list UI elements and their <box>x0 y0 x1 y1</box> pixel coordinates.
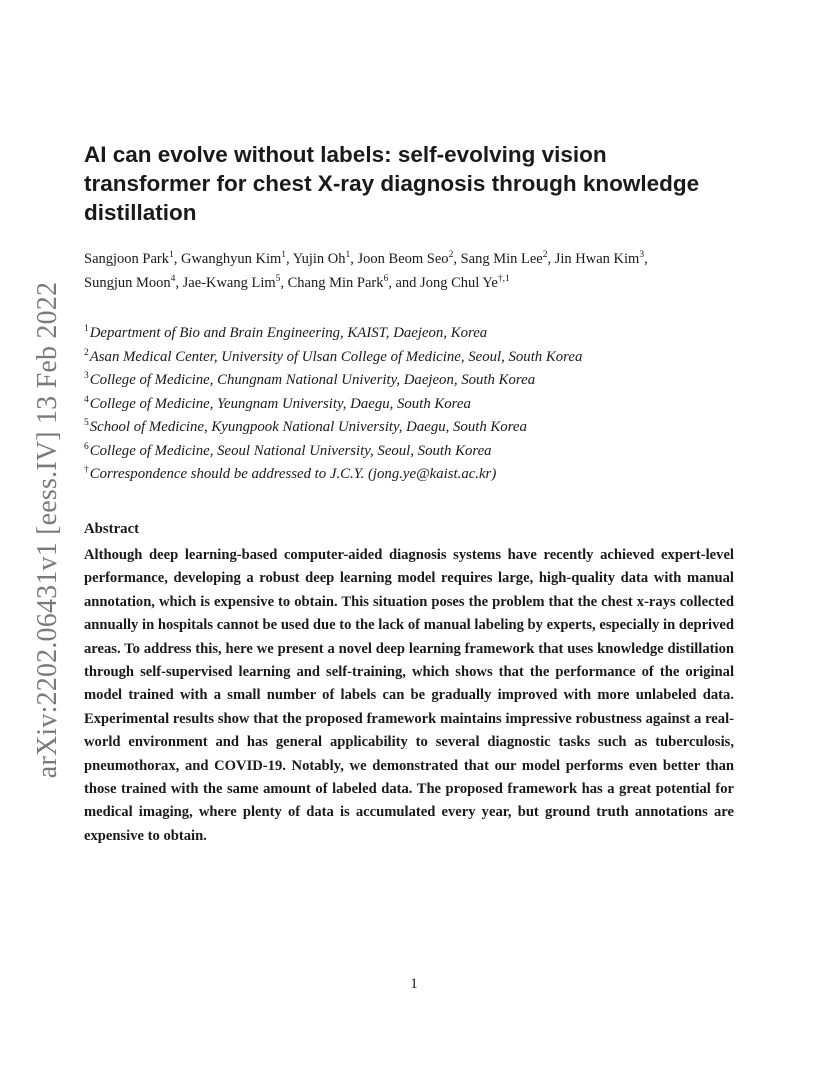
affiliation-mark: 1 <box>84 324 89 335</box>
author-name: Joon Beom Seo <box>357 251 449 267</box>
page-number: 1 <box>410 976 418 992</box>
author-name: Yujin Oh <box>292 251 346 267</box>
affiliation-text: School of Medicine, Kyungpook National University, Daegu, South Korea <box>89 419 527 435</box>
correspondence-text: Correspondence should be addressed to J.C.Y. (jong.ye@kaist.ac.kr) <box>89 466 497 482</box>
affiliation-text: College of Medicine, Chungnam National Univerity, Daejeon, South Korea <box>89 372 536 388</box>
affiliation-mark: 5 <box>84 418 89 429</box>
correspondence-mark: † <box>84 465 89 476</box>
affiliation-list <box>84 322 734 487</box>
affiliation-item <box>84 440 734 464</box>
affiliation-text: Department of Bio and Brain Engineering, KAIST, Daejeon, Korea <box>89 325 488 341</box>
author-name: Sungjun Moon <box>84 275 171 291</box>
affiliation-mark: 2 <box>84 347 89 358</box>
author-affiliation-mark: 1 <box>168 250 174 261</box>
correspondence-note <box>84 463 734 487</box>
author-name: Sangjoon Park <box>84 251 169 267</box>
abstract-heading: Abstract <box>84 521 140 537</box>
author-affiliation-mark: 1 <box>345 250 351 261</box>
abstract-body: Although deep learning-based computer-aided diagnosis systems have recently achieved expert-level performance, developing a robust deep learning model requires large, high-quality data with manual annotation, which is expensive to obtain. This situation poses the problem that the chest x-rays collected annually in hospitals cannot be used due to the lack of manual labeling by experts, especially in deprived areas. To address this, here we present a novel deep learning framework that uses knowledge distillation through self-supervised learning and self-training, which shows that the performance of the original model trained with a small number of labels can be gradually improved with more unlabeled data. Experimental results show that the proposed framework maintains impressive robustness against a real-world environment and has general applicability to several diagnostic tasks such as tuberculosis, pneumothorax, and COVID-19. Notably, we demonstrated that our model performs even better than those trained with the same amount of labeled data. The proposed framework has a great potential for medical imaging, where plenty of data is accumulated every year, but ground truth annotations are expensive to obtain. <box>84 547 734 844</box>
affiliation-text: College of Medicine, Seoul National University, Seoul, South Korea <box>89 442 492 459</box>
author-name: Jin Hwan Kim <box>554 251 640 267</box>
author-name: Sang Min Lee <box>460 251 543 267</box>
affiliation-text: College of Medicine, Yeungnam University, Daegu, South Korea <box>89 395 471 412</box>
author-affiliation-mark: 2 <box>448 250 454 261</box>
affiliation-mark: 4 <box>84 394 89 405</box>
author-affiliation-mark: 1 <box>281 250 287 261</box>
affiliation-item <box>84 346 734 370</box>
author-name: and Jong Chul Ye <box>395 275 498 291</box>
author-list: Sangjoon Park$^1$, Gwanghyun Kim$^1$, Yujin Oh$^1$, Joon Beom Seo$^2$, Sang Min Lee$^2$, Jin Hwan Kim$^3$, Sungjun Moon$^4$, Jae-Kwang Lim$^5$, Chang Min Park$^6$, and Jong Chul $Ye^{\dagger,1}$ <box>84 250 648 291</box>
affiliation-item <box>84 393 734 417</box>
affiliation-mark: 3 <box>84 371 89 382</box>
author-affiliation-mark: 5 <box>275 274 281 285</box>
affiliation-item <box>84 416 734 440</box>
author-name: Gwanghyun Kim <box>180 251 282 267</box>
affiliation-item <box>84 322 734 346</box>
author-affiliation-mark: 2 <box>542 250 548 261</box>
author-affiliation-mark: 4 <box>170 274 176 285</box>
author-name: Chang Min Park <box>287 275 384 291</box>
affiliation-mark: 6 <box>84 441 89 452</box>
paper-title: AI can evolve without labels: self-evolving vision transformer for chest X-ray diagnosis through knowledge distillation <box>84 142 700 225</box>
author-name: Jae-Kwang Lim <box>182 275 276 291</box>
affiliation-item <box>84 369 734 393</box>
affiliation-text: Asan Medical Center, University of Ulsan College of Medicine, Seoul, South Korea <box>89 348 583 365</box>
author-affiliation-mark: †,1 <box>497 274 510 285</box>
arxiv-identifier-stamp: arXiv:2202.06431v1 [eess.IV] 13 Feb 2022 <box>32 281 63 779</box>
author-affiliation-mark: 3 <box>639 250 645 261</box>
author-affiliation-mark: 6 <box>383 274 389 285</box>
